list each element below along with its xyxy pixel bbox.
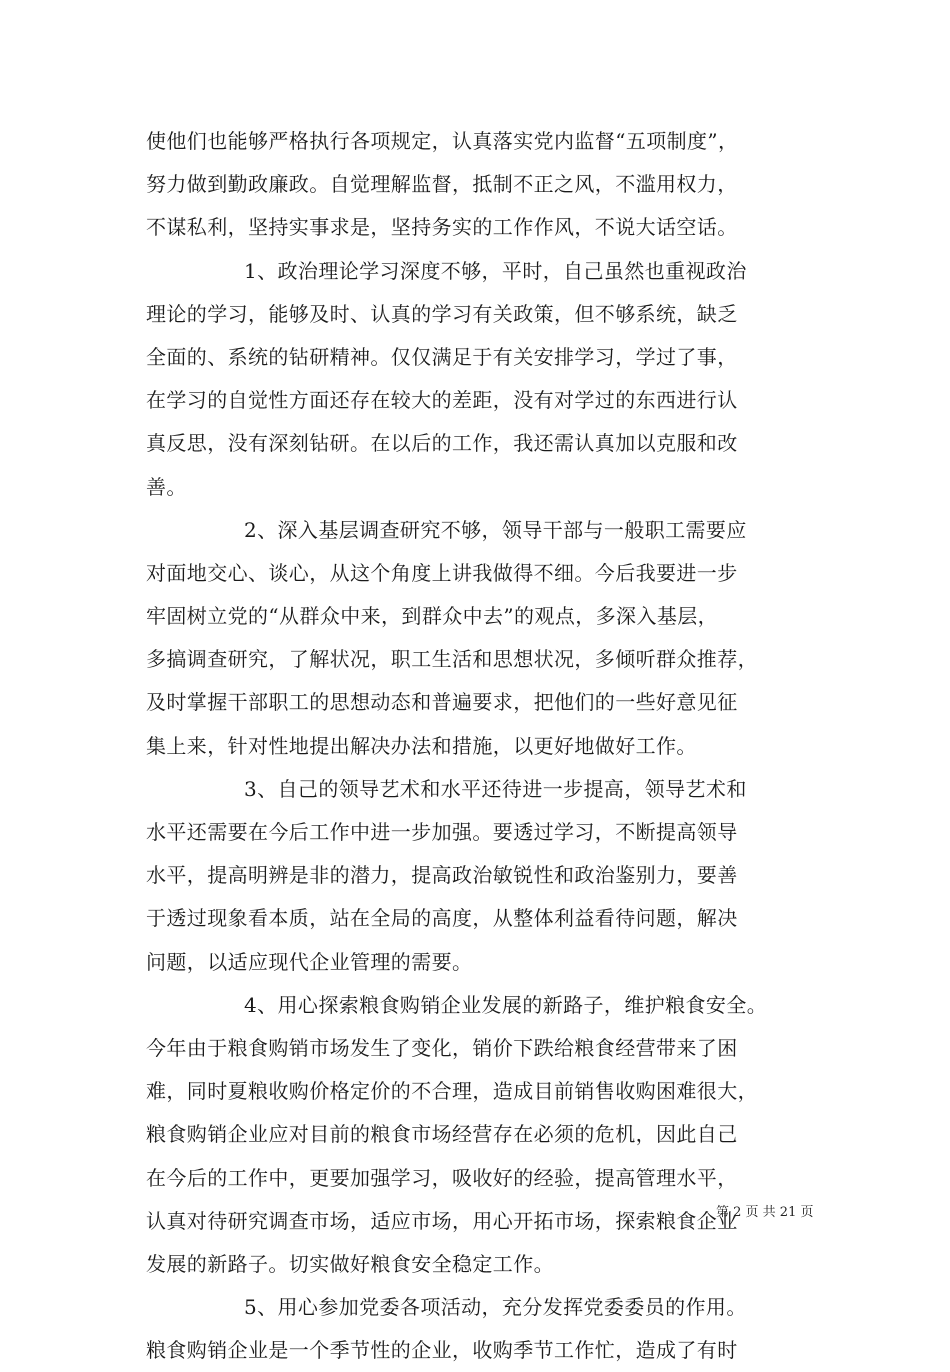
text-line: 理论的学习，能够及时、认真的学习有关政策，但不够系统，缺乏	[146, 301, 738, 326]
text-line: 难，同时夏粮收购价格定价的不合理，造成目前销售收购困难很大，	[146, 1079, 758, 1104]
text-line: 粮食购销企业应对目前的粮食市场经营存在必须的危机，因此自己	[146, 1122, 738, 1147]
text-line: 粮食购销企业是一个季节性的企业，收购季节工作忙，造成了有时	[146, 1338, 738, 1363]
text-line: 不谋私利，坚持实事求是，坚持务实的工作作风，不说大话空话。	[146, 215, 738, 240]
text-line: 及时掌握干部职工的思想动态和普遍要求，把他们的一些好意见征	[146, 690, 738, 715]
text-line: 在学习的自觉性方面还存在较大的差距，没有对学过的东西进行认	[146, 388, 738, 413]
text-line: 认真对待研究调查市场，适应市场，用心开拓市场，探索粮食企业	[146, 1208, 738, 1233]
text-line: 问题，以适应现代企业管理的需要。	[146, 949, 473, 974]
text-line: 对面地交心、谈心，从这个角度上讲我做得不细。今后我要进一步	[146, 560, 738, 585]
text-line: 在今后的工作中，更要加强学习，吸收好的经验，提高管理水平，	[146, 1165, 738, 1190]
paragraph-start-line: 4、用心探索粮食购销企业发展的新路子，维护粮食安全。	[244, 992, 768, 1017]
paragraph-start-line: 2、深入基层调查研究不够，领导干部与一般职工需要应	[244, 517, 747, 542]
text-line: 全面的、系统的钻研精神。仅仅满足于有关安排学习，学过了事，	[146, 344, 738, 369]
document-body	[146, 120, 822, 1372]
text-line: 多搞调查研究，了解状况，职工生活和思想状况，多倾听群众推荐，	[146, 647, 758, 672]
text-line: 于透过现象看本质，站在全局的高度，从整体利益看待问题，解决	[146, 906, 738, 931]
paragraph-start-line: 1、政治理论学习深度不够，平时，自己虽然也重视政治	[244, 258, 747, 283]
text-line: 发展的新路子。切实做好粮食安全稳定工作。	[146, 1251, 554, 1276]
text-line: 今年由于粮食购销市场发生了变化，销价下跌给粮食经营带来了困	[146, 1035, 738, 1060]
paragraph-start-line: 3、自己的领导艺术和水平还待进一步提高，领导艺术和	[244, 776, 747, 801]
page-number-footer: 第 2 页 共 21 页	[716, 1205, 814, 1220]
text-line: 牢固树立党的“从群众中来，到群众中去”的观点，多深入基层，	[146, 604, 719, 629]
text-line: 水平还需要在今后工作中进一步加强。要透过学习，不断提高领导	[146, 820, 738, 844]
paragraph-start-line: 5、用心参加党委各项活动，充分发挥党委委员的作用。	[244, 1295, 747, 1320]
text-line: 善。	[146, 474, 187, 499]
text-line: 集上来，针对性地提出解决办法和措施，以更好地做好工作。	[146, 733, 697, 758]
text-line: 水平，提高明辨是非的潜力，提高政治敏锐性和政治鉴别力，要善	[146, 863, 738, 888]
text-line: 努力做到勤政廉政。自觉理解监督，抵制不正之风，不滥用权力，	[146, 172, 738, 197]
text-line: 真反思，没有深刻钻研。在以后的工作，我还需认真加以克服和改	[146, 431, 738, 456]
text-line: 使他们也能够严格执行各项规定，认真落实党内监督“五项制度”，	[146, 129, 739, 153]
